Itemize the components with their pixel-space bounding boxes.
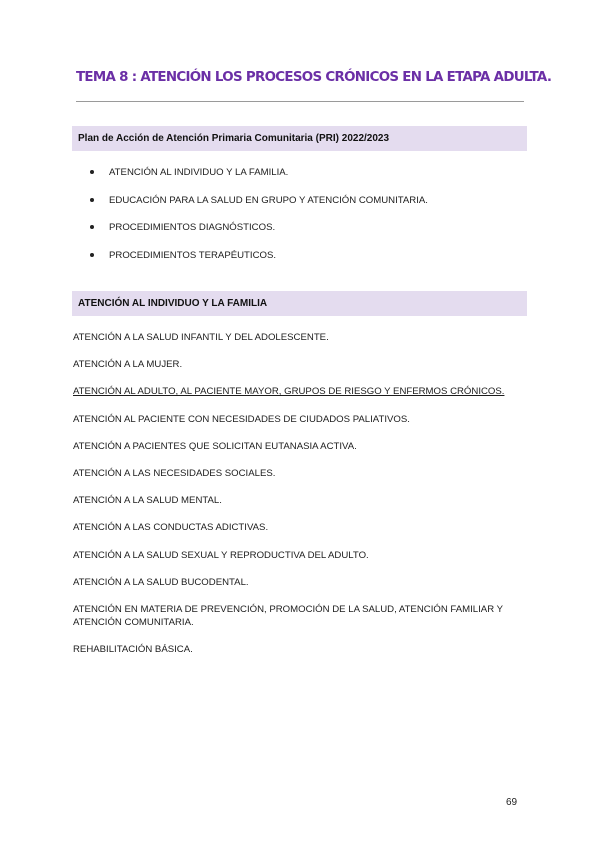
page-number: 69 [506,797,518,808]
list-item: ATENCIÓN A LA SALUD MENTAL. [73,495,222,507]
list-item: ATENCIÓN A LA SALUD INFANTIL Y DEL ADOLESCENTE. [73,332,329,343]
page-title: TEMA 8 : ATENCIÓN LOS PROCESOS CRÓNICOS EN LA ETAPA ADULTA. [76,70,552,85]
plan-bullet-list [90,166,428,276]
list-item: ATENCIÓN A LAS NECESIDADES SOCIALES. [73,467,276,479]
list-item-underlined: ATENCIÓN AL ADULTO, AL PACIENTE MAYOR, GRUPOS DE RIESGO Y ENFERMOS CRÓNICOS. [73,386,505,398]
bullet-item: EDUCACIÓN PARA LA SALUD EN GRUPO Y ATENCIÓN COMUNITARIA. [90,194,428,222]
title-divider [76,101,524,102]
bullet-item: ATENCIÓN AL INDIVIDUO Y LA FAMILIA. [90,166,428,194]
list-item: ATENCIÓN AL PACIENTE CON NECESIDADES DE CIUDADOS PALIATIVOS. [73,413,410,425]
list-item: ATENCIÓN A LAS CONDUCTAS ADICTIVAS. [73,522,269,534]
bullet-item: PROCEDIMIENTOS DIAGNÓSTICOS. [90,221,428,249]
list-item: REHABILITACIÓN BÁSICA. [73,644,193,656]
section-heading-individuo: ATENCIÓN AL INDIVIDUO Y LA FAMILIA [72,291,527,316]
list-item: ATENCIÓN A LA SALUD SEXUAL Y REPRODUCTIVA DEL ADULTO. [73,549,369,561]
individuo-list [73,331,523,670]
list-item: ATENCIÓN EN MATERIA DE PREVENCIÓN, PROMOCIÓN DE LA SALUD, ATENCIÓN FAMILIAR Y ATENCIÓN COMUNITARIA. [73,603,503,628]
list-item: ATENCIÓN A LA MUJER. [73,359,183,371]
section-heading-plan: Plan de Acción de Atención Primaria Comunitaria (PRI) 2022/2023 [72,126,527,151]
list-item: ATENCIÓN A LA SALUD BUCODENTAL. [73,576,249,588]
list-item: ATENCIÓN A PACIENTES QUE SOLICITAN EUTANASIA ACTIVA. [73,440,357,452]
bullet-item: PROCEDIMIENTOS TERAPÉUTICOS. [90,249,428,277]
